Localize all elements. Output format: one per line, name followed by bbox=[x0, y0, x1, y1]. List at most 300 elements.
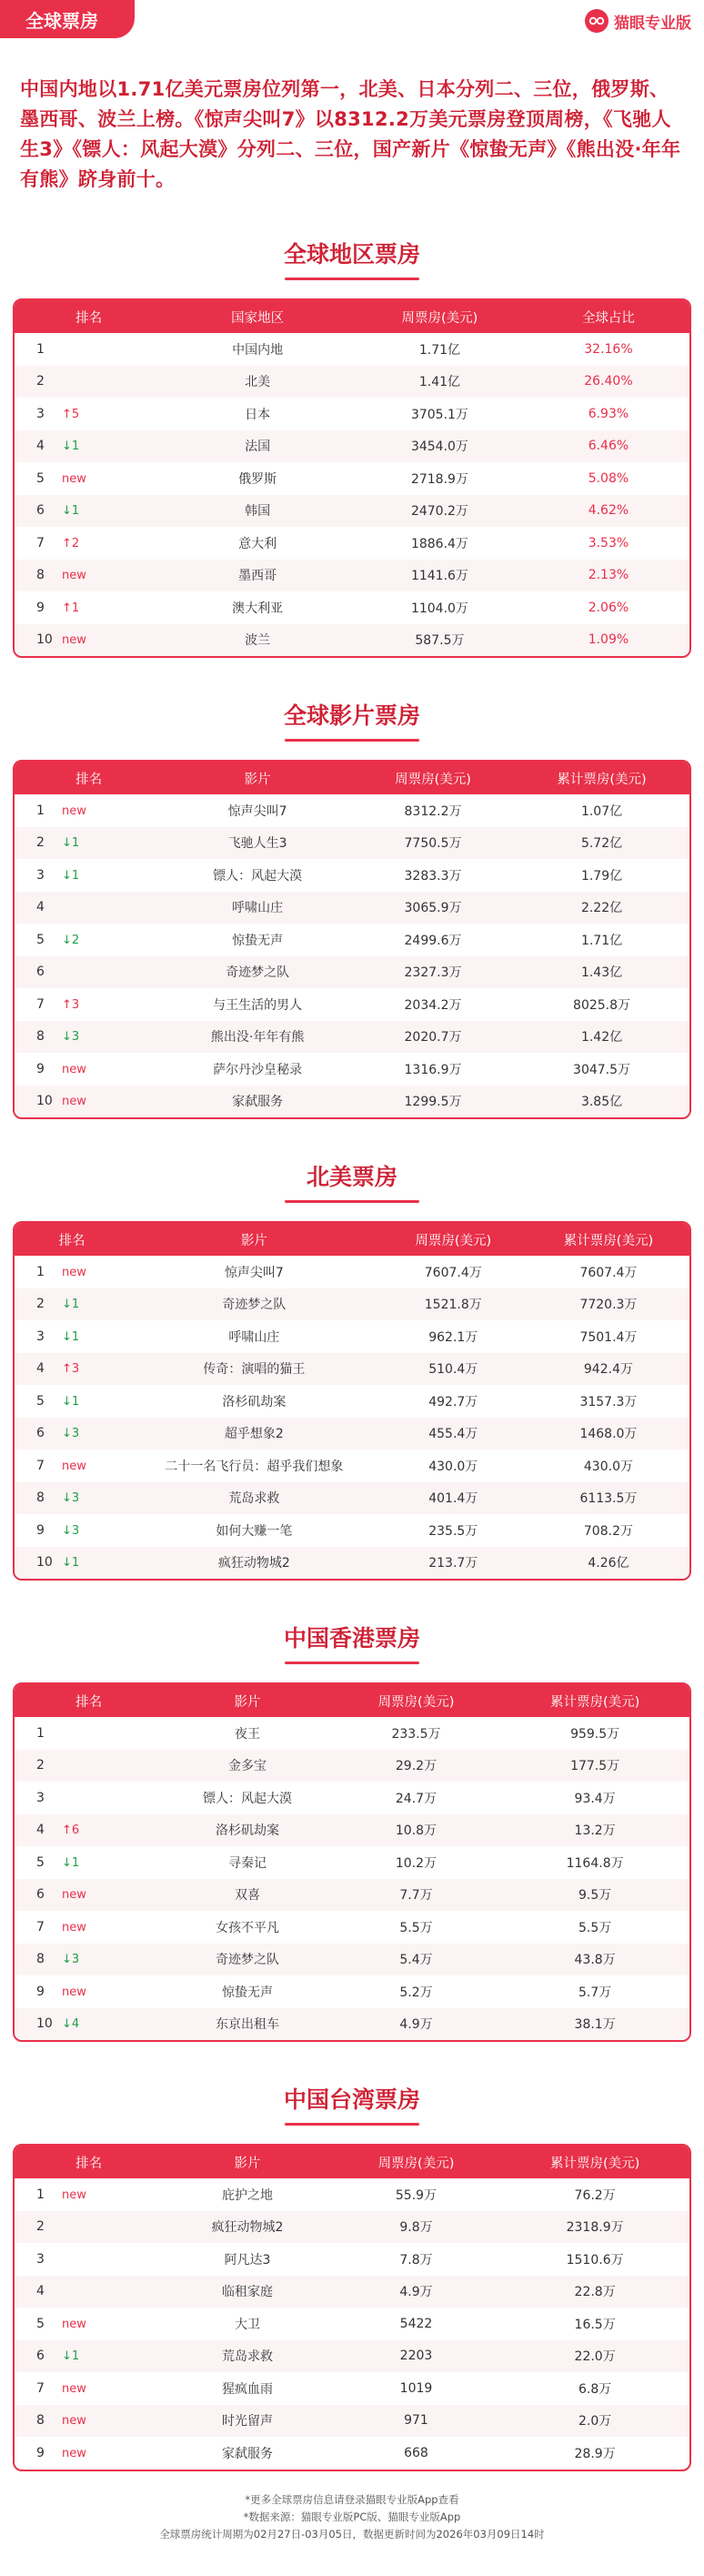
name-cell: 奇迹梦之队 bbox=[163, 956, 352, 989]
weekly-gross-cell: 1.41亿 bbox=[352, 366, 528, 399]
name-cell: 荒岛求救 bbox=[163, 2340, 332, 2373]
name-cell: 疯狂动物城2 bbox=[163, 2211, 332, 2244]
table-row bbox=[15, 333, 689, 366]
weekly-gross-cell: 29.2万 bbox=[332, 1750, 501, 1783]
share-cell: 32.16% bbox=[584, 341, 633, 357]
table-row bbox=[15, 1288, 689, 1321]
table-header-row bbox=[15, 1223, 689, 1256]
weekly-gross-cell: 2203 bbox=[332, 2340, 501, 2373]
rank-number: 4 bbox=[36, 2284, 45, 2299]
rank-number: 4 bbox=[36, 1823, 45, 1838]
column-header: 累计票房(美元) bbox=[514, 762, 689, 794]
weekly-gross-cell: 5422 bbox=[399, 2316, 433, 2331]
column-header: 影片 bbox=[129, 1223, 379, 1256]
rank-number: 6 bbox=[36, 2349, 45, 2364]
rank-new-badge: new bbox=[62, 1888, 86, 1903]
total-gross-cell: 8025.8万 bbox=[573, 997, 631, 1013]
rank-new-badge: new bbox=[62, 569, 86, 583]
rank-new-badge: new bbox=[62, 471, 86, 486]
rank-cell bbox=[15, 2008, 163, 2041]
rank-down-icon: ↓1 bbox=[62, 1329, 80, 1344]
rank-cell bbox=[15, 1782, 163, 1814]
rank-number: 1 bbox=[36, 1264, 45, 1279]
total-gross-cell: 959.5万 bbox=[570, 1726, 620, 1742]
table-row bbox=[15, 1846, 689, 1879]
total-gross-cell: 3.85亿 bbox=[514, 1086, 689, 1118]
rank-up-icon: ↑3 bbox=[62, 997, 80, 1012]
rank-up-icon: ↑1 bbox=[62, 601, 80, 615]
rank-number: 5 bbox=[36, 932, 45, 947]
rank-down-icon: ↓3 bbox=[62, 1030, 80, 1045]
weekly-gross-cell: 510.4万 bbox=[379, 1353, 528, 1386]
rank-cell bbox=[15, 1418, 129, 1450]
share-cell: 1.09% bbox=[528, 624, 689, 657]
rank-number: 7 bbox=[36, 535, 45, 551]
table-row bbox=[15, 1385, 689, 1418]
name-cell: 萨尔丹沙皇秘录 bbox=[213, 1062, 303, 1077]
table-row bbox=[15, 2437, 689, 2470]
rank-cell bbox=[15, 560, 163, 592]
weekly-gross-cell: 2718.9万 bbox=[410, 471, 468, 487]
rank-down-icon: ↓1 bbox=[62, 1556, 80, 1571]
table-row bbox=[15, 1750, 689, 1783]
table-row bbox=[15, 2372, 689, 2405]
weekly-gross-cell: 7750.5万 bbox=[352, 827, 514, 860]
rank-number: 2 bbox=[36, 1297, 45, 1312]
rank-number: 8 bbox=[36, 2413, 45, 2429]
name-cell: 奇迹梦之队 bbox=[129, 1288, 379, 1321]
table-row bbox=[15, 591, 689, 624]
rank-new-badge: new bbox=[62, 2381, 86, 2396]
name-cell: 墨西哥 bbox=[163, 560, 352, 592]
rank-cell bbox=[15, 527, 163, 560]
rank-cell bbox=[15, 1547, 129, 1580]
rank-cell bbox=[15, 1879, 163, 1912]
weekly-gross-cell: 455.4万 bbox=[379, 1418, 528, 1450]
page-tag: 全球票房 bbox=[0, 0, 135, 38]
rank-new-badge: new bbox=[62, 1459, 86, 1473]
weekly-gross-cell: 1019 bbox=[399, 2380, 433, 2396]
table-row bbox=[15, 1814, 689, 1847]
rank-cell bbox=[15, 1256, 129, 1288]
rank-number: 6 bbox=[36, 965, 45, 980]
share-cell: 5.08% bbox=[588, 470, 629, 486]
column-header: 周票房(美元) bbox=[352, 300, 528, 333]
table-row bbox=[15, 924, 689, 956]
name-cell: 奇迹梦之队 bbox=[163, 1944, 332, 1976]
rank-cell bbox=[15, 462, 163, 495]
section-title: 全球地区票房 bbox=[13, 237, 691, 280]
total-gross-cell: 3047.5万 bbox=[573, 1062, 631, 1077]
table-row bbox=[15, 2008, 689, 2041]
rank-number: 2 bbox=[36, 374, 45, 389]
weekly-gross-cell: 3283.3万 bbox=[404, 868, 462, 884]
table-row bbox=[15, 794, 689, 827]
weekly-gross-cell: 1316.9万 bbox=[404, 1062, 462, 1077]
rank-number: 5 bbox=[36, 2316, 45, 2331]
rank-number: 10 bbox=[36, 1555, 53, 1571]
rank-cell bbox=[15, 333, 163, 366]
total-gross-cell: 3157.3万 bbox=[579, 1394, 638, 1409]
column-header: 排名 bbox=[15, 300, 163, 333]
name-cell: 时光留声 bbox=[163, 2405, 332, 2438]
total-gross-cell: 1510.6万 bbox=[566, 2252, 624, 2268]
rank-up-icon: ↑6 bbox=[62, 1823, 80, 1838]
table-row bbox=[15, 1256, 689, 1288]
rank-number: 7 bbox=[36, 996, 45, 1012]
table-header-row bbox=[15, 1684, 689, 1717]
rank-number: 6 bbox=[36, 1426, 45, 1441]
share-cell: 6.93% bbox=[588, 406, 629, 421]
rank-number: 8 bbox=[36, 1029, 45, 1045]
weekly-gross-cell: 2327.3万 bbox=[352, 956, 514, 989]
name-cell: 惊蛰无声 bbox=[221, 1985, 273, 2000]
name-cell: 双喜 bbox=[163, 1879, 332, 1912]
weekly-gross-cell: 2499.6万 bbox=[404, 933, 462, 948]
name-cell: 波兰 bbox=[163, 624, 352, 657]
weekly-gross-cell: 55.9万 bbox=[395, 2187, 437, 2203]
rank-cell bbox=[15, 1717, 163, 1750]
total-gross-cell: 7720.3万 bbox=[528, 1288, 689, 1321]
rank-number: 4 bbox=[36, 1361, 45, 1377]
column-header: 全球占比 bbox=[528, 300, 689, 333]
table-row bbox=[15, 495, 689, 528]
table-row bbox=[15, 1782, 689, 1814]
rank-cell bbox=[15, 827, 163, 860]
total-gross-cell: 942.4万 bbox=[528, 1353, 689, 1386]
regions-table bbox=[13, 298, 691, 658]
table-row bbox=[15, 462, 689, 495]
total-gross-cell: 4.26亿 bbox=[528, 1547, 689, 1580]
table-row bbox=[15, 560, 689, 592]
rank-number: 9 bbox=[36, 2445, 45, 2460]
rank-cell bbox=[15, 430, 163, 463]
weekly-gross-cell: 10.8万 bbox=[332, 1814, 501, 1847]
taiwan-table bbox=[13, 2144, 691, 2471]
name-cell: 与王生活的男人 bbox=[213, 997, 303, 1013]
rank-cell bbox=[15, 398, 163, 430]
name-cell: 家弑服务 bbox=[221, 2446, 273, 2461]
weekly-gross-cell: 1.71亿 bbox=[418, 342, 461, 358]
rank-number: 2 bbox=[36, 1758, 45, 1773]
column-header: 影片 bbox=[163, 1684, 332, 1717]
rank-down-icon: ↓3 bbox=[62, 1427, 80, 1441]
rank-down-icon: ↓1 bbox=[62, 868, 80, 883]
table-row bbox=[15, 1514, 689, 1547]
name-cell: 惊蛰无声 bbox=[232, 933, 284, 948]
rank-new-badge: new bbox=[62, 1920, 86, 1935]
weekly-gross-cell: 587.5万 bbox=[352, 624, 528, 657]
table-row bbox=[15, 1086, 689, 1118]
column-header: 周票房(美元) bbox=[332, 1684, 501, 1717]
name-cell: 俄罗斯 bbox=[238, 471, 277, 487]
rank-number: 1 bbox=[36, 803, 45, 818]
name-cell: 洛杉矶劫案 bbox=[163, 1814, 332, 1847]
rank-new-badge: new bbox=[62, 803, 86, 818]
rank-down-icon: ↓3 bbox=[62, 1491, 80, 1506]
rank-cell bbox=[15, 924, 163, 956]
weekly-gross-cell: 1521.8万 bbox=[379, 1288, 528, 1321]
share-cell: 3.53% bbox=[588, 535, 629, 551]
rank-cell bbox=[15, 1750, 163, 1783]
weekly-gross-cell: 2034.2万 bbox=[404, 997, 462, 1013]
name-cell: 大卫 bbox=[234, 2317, 260, 2332]
rank-number: 8 bbox=[36, 568, 45, 583]
name-cell: 猩疯血雨 bbox=[221, 2381, 273, 2397]
table-row bbox=[15, 2211, 689, 2244]
name-cell: 东京出租车 bbox=[163, 2008, 332, 2041]
name-cell: 庇护之地 bbox=[221, 2187, 273, 2203]
rank-number: 3 bbox=[36, 1328, 45, 1344]
rank-new-badge: new bbox=[62, 633, 86, 648]
rank-number: 3 bbox=[36, 406, 45, 421]
rank-cell bbox=[15, 1482, 129, 1515]
total-gross-cell: 76.2万 bbox=[574, 2187, 616, 2203]
rank-number: 3 bbox=[36, 2251, 45, 2267]
maoyan-logo-icon bbox=[585, 9, 608, 33]
rank-cell bbox=[15, 2308, 163, 2340]
rank-new-badge: new bbox=[62, 2414, 86, 2429]
column-header: 周票房(美元) bbox=[379, 1223, 528, 1256]
name-cell: 日本 bbox=[245, 407, 271, 422]
rank-number: 9 bbox=[36, 1522, 45, 1538]
table-row bbox=[15, 859, 689, 892]
weekly-gross-cell: 971 bbox=[332, 2405, 501, 2438]
footer-line: *数据来源：猫眼专业版PC版、猫眼专业版App bbox=[243, 2510, 461, 2523]
total-gross-cell: 2.0万 bbox=[500, 2405, 689, 2438]
total-gross-cell: 16.5万 bbox=[574, 2317, 616, 2332]
weekly-gross-cell: 5.5万 bbox=[399, 1920, 433, 1935]
footer-line: *更多全球票房信息请登录猫眼专业版App查看 bbox=[245, 2492, 459, 2506]
column-header: 排名 bbox=[15, 1223, 129, 1256]
total-gross-cell: 2.22亿 bbox=[514, 892, 689, 924]
rank-down-icon: ↓2 bbox=[62, 933, 80, 947]
total-gross-cell: 1.71亿 bbox=[580, 933, 623, 948]
rank-number: 3 bbox=[36, 1790, 45, 1805]
intro-text: 中国内地以1.71亿美元票房位列第一，北美、日本分列二、三位，俄罗斯、墨西哥、波兰上榜。《惊声尖叫7》以8312.2万美元票房登顶周榜，《飞驰人生3》《镖人：风起大漠》分列二、三位，国产新片《惊蛰无声》《熊出没·年年有熊》跻身前十。 bbox=[20, 78, 681, 190]
rank-down-icon: ↓3 bbox=[62, 1523, 80, 1538]
total-gross-cell: 1.79亿 bbox=[580, 868, 623, 884]
name-cell: 韩国 bbox=[163, 495, 352, 528]
rank-number: 1 bbox=[36, 2187, 45, 2202]
rank-cell bbox=[15, 1450, 129, 1482]
rank-cell bbox=[15, 2178, 163, 2211]
rank-cell bbox=[15, 988, 163, 1021]
brand-name: 猫眼专业版 bbox=[614, 14, 691, 33]
rank-number: 10 bbox=[36, 2016, 53, 2032]
total-gross-cell: 22.8万 bbox=[500, 2276, 689, 2308]
table-header-row bbox=[15, 300, 689, 333]
rank-cell bbox=[15, 1353, 129, 1386]
table-row bbox=[15, 1944, 689, 1976]
weekly-gross-cell: 7.8万 bbox=[399, 2252, 433, 2268]
name-cell: 洛杉矶劫案 bbox=[222, 1394, 287, 1409]
table-row bbox=[15, 624, 689, 657]
rank-number: 2 bbox=[36, 2219, 45, 2235]
hong-kong-table bbox=[13, 1682, 691, 2042]
rank-number: 5 bbox=[36, 1854, 45, 1870]
rank-number: 7 bbox=[36, 2380, 45, 2396]
table-row bbox=[15, 988, 689, 1021]
section-hong-kong bbox=[13, 1621, 691, 2042]
rank-cell bbox=[15, 2437, 163, 2470]
name-cell: 金多宝 bbox=[163, 1750, 332, 1783]
rank-up-icon: ↑2 bbox=[62, 536, 80, 551]
table-row bbox=[15, 527, 689, 560]
weekly-gross-cell: 8312.2万 bbox=[404, 803, 462, 819]
table-row bbox=[15, 1975, 689, 2008]
footer-line: 全球票房统计周期为02月27日-03月05日，数据更新时间为2026年03月09日14时 bbox=[159, 2527, 545, 2541]
rank-new-badge: new bbox=[62, 2446, 86, 2460]
rank-number: 10 bbox=[36, 632, 53, 648]
global-films-table bbox=[13, 760, 691, 1119]
total-gross-cell: 13.2万 bbox=[500, 1814, 689, 1847]
rank-cell bbox=[15, 2372, 163, 2405]
name-cell: 惊声尖叫7 bbox=[227, 803, 287, 819]
table-header-row bbox=[15, 762, 689, 794]
rank-number: 6 bbox=[36, 503, 45, 519]
rank-number: 5 bbox=[36, 470, 45, 486]
rank-cell bbox=[15, 2276, 163, 2308]
weekly-gross-cell: 7607.4万 bbox=[424, 1265, 482, 1280]
rank-number: 3 bbox=[36, 867, 45, 883]
rank-up-icon: ↑3 bbox=[62, 1362, 80, 1377]
rank-down-icon: ↓4 bbox=[62, 2017, 80, 2032]
rank-cell bbox=[15, 794, 163, 827]
rank-new-badge: new bbox=[62, 2317, 86, 2331]
rank-down-icon: ↓3 bbox=[62, 1953, 80, 1967]
rank-number: 7 bbox=[36, 1458, 45, 1473]
weekly-gross-cell: 2470.2万 bbox=[352, 495, 528, 528]
table-row bbox=[15, 1911, 689, 1944]
weekly-gross-cell: 233.5万 bbox=[391, 1726, 441, 1742]
table-row bbox=[15, 1450, 689, 1482]
rank-down-icon: ↓1 bbox=[62, 836, 80, 851]
rank-cell bbox=[15, 1975, 163, 2008]
rank-new-badge: new bbox=[62, 2187, 86, 2202]
table-row bbox=[15, 1879, 689, 1912]
total-gross-cell: 708.2万 bbox=[583, 1523, 633, 1539]
name-cell: 阿凡达3 bbox=[224, 2252, 271, 2268]
name-cell: 女孩不平凡 bbox=[215, 1920, 279, 1935]
total-gross-cell: 38.1万 bbox=[500, 2008, 689, 2041]
total-gross-cell: 22.0万 bbox=[500, 2340, 689, 2373]
rank-up-icon: ↑5 bbox=[62, 407, 80, 421]
section-title: 中国台湾票房 bbox=[13, 2082, 691, 2126]
rank-down-icon: ↓1 bbox=[62, 1394, 80, 1409]
column-header: 影片 bbox=[163, 762, 352, 794]
rank-number: 10 bbox=[36, 1094, 53, 1109]
column-header: 排名 bbox=[15, 1684, 163, 1717]
rank-new-badge: new bbox=[62, 1062, 86, 1076]
rank-number: 8 bbox=[36, 1490, 45, 1506]
weekly-gross-cell: 9.8万 bbox=[332, 2211, 501, 2244]
weekly-gross-cell: 1886.4万 bbox=[410, 536, 468, 551]
name-cell: 澳大利亚 bbox=[232, 601, 284, 616]
table-row bbox=[15, 366, 689, 399]
name-cell: 北美 bbox=[163, 366, 352, 399]
weekly-gross-cell: 3065.9万 bbox=[352, 892, 514, 924]
table-row bbox=[15, 1482, 689, 1515]
column-header: 影片 bbox=[163, 2146, 332, 2178]
total-gross-cell: 6113.5万 bbox=[528, 1482, 689, 1515]
table-row bbox=[15, 892, 689, 924]
table-row bbox=[15, 1053, 689, 1086]
weekly-gross-cell: 213.7万 bbox=[379, 1547, 528, 1580]
table-row bbox=[15, 1320, 689, 1353]
rank-cell bbox=[15, 1514, 129, 1547]
name-cell: 家弑服务 bbox=[163, 1086, 352, 1118]
rank-number: 1 bbox=[36, 1725, 45, 1741]
total-gross-cell: 6.8万 bbox=[578, 2381, 612, 2397]
name-cell: 熊出没·年年有熊 bbox=[163, 1021, 352, 1054]
rank-cell bbox=[15, 1320, 129, 1353]
rank-number: 7 bbox=[36, 1919, 45, 1935]
total-gross-cell: 7607.4万 bbox=[579, 1265, 638, 1280]
total-gross-cell: 1468.0万 bbox=[528, 1418, 689, 1450]
table-row bbox=[15, 2340, 689, 2373]
brand bbox=[585, 9, 691, 33]
weekly-gross-cell: 235.5万 bbox=[428, 1523, 478, 1539]
north-america-table bbox=[13, 1221, 691, 1581]
rank-number: 8 bbox=[36, 1952, 45, 1967]
rank-number: 5 bbox=[36, 1393, 45, 1409]
rank-number: 1 bbox=[36, 341, 45, 357]
rank-cell bbox=[15, 1846, 163, 1879]
weekly-gross-cell: 668 bbox=[404, 2445, 428, 2460]
total-gross-cell: 5.5万 bbox=[578, 1920, 612, 1935]
table-row bbox=[15, 827, 689, 860]
name-cell: 呼啸山庄 bbox=[163, 892, 352, 924]
name-cell: 超乎想象2 bbox=[129, 1418, 379, 1450]
table-row bbox=[15, 956, 689, 989]
rank-cell bbox=[15, 2243, 163, 2276]
table-row bbox=[15, 2178, 689, 2211]
weekly-gross-cell: 24.7万 bbox=[395, 1791, 437, 1806]
weekly-gross-cell: 3454.0万 bbox=[352, 430, 528, 463]
total-gross-cell: 1.43亿 bbox=[514, 956, 689, 989]
total-gross-cell: 7501.4万 bbox=[579, 1329, 638, 1345]
table-row bbox=[15, 1418, 689, 1450]
name-cell: 呼啸山庄 bbox=[228, 1329, 280, 1345]
name-cell: 疯狂动物城2 bbox=[129, 1547, 379, 1580]
section-regions bbox=[13, 237, 691, 658]
rank-cell bbox=[15, 366, 163, 399]
table-row bbox=[15, 2405, 689, 2438]
total-gross-cell: 1164.8万 bbox=[566, 1855, 624, 1871]
table-row bbox=[15, 2243, 689, 2276]
rank-cell bbox=[15, 1814, 163, 1847]
weekly-gross-cell: 4.9万 bbox=[332, 2008, 501, 2041]
rank-cell bbox=[15, 2340, 163, 2373]
table-header-row bbox=[15, 2146, 689, 2178]
section-title: 全球影片票房 bbox=[13, 698, 691, 742]
total-gross-cell: 430.0万 bbox=[583, 1459, 633, 1474]
total-gross-cell: 43.8万 bbox=[500, 1944, 689, 1976]
rank-cell bbox=[15, 495, 163, 528]
table-row bbox=[15, 1547, 689, 1580]
rank-down-icon: ↓1 bbox=[62, 1298, 80, 1312]
share-cell: 26.40% bbox=[528, 366, 689, 399]
rank-cell bbox=[15, 2405, 163, 2438]
weekly-gross-cell: 430.0万 bbox=[428, 1459, 478, 1474]
rank-new-badge: new bbox=[62, 1095, 86, 1109]
weekly-gross-cell: 7.7万 bbox=[332, 1879, 501, 1912]
rank-cell bbox=[15, 1911, 163, 1944]
rank-cell bbox=[15, 1086, 163, 1118]
weekly-gross-cell: 1141.6万 bbox=[352, 560, 528, 592]
table-row bbox=[15, 2308, 689, 2340]
